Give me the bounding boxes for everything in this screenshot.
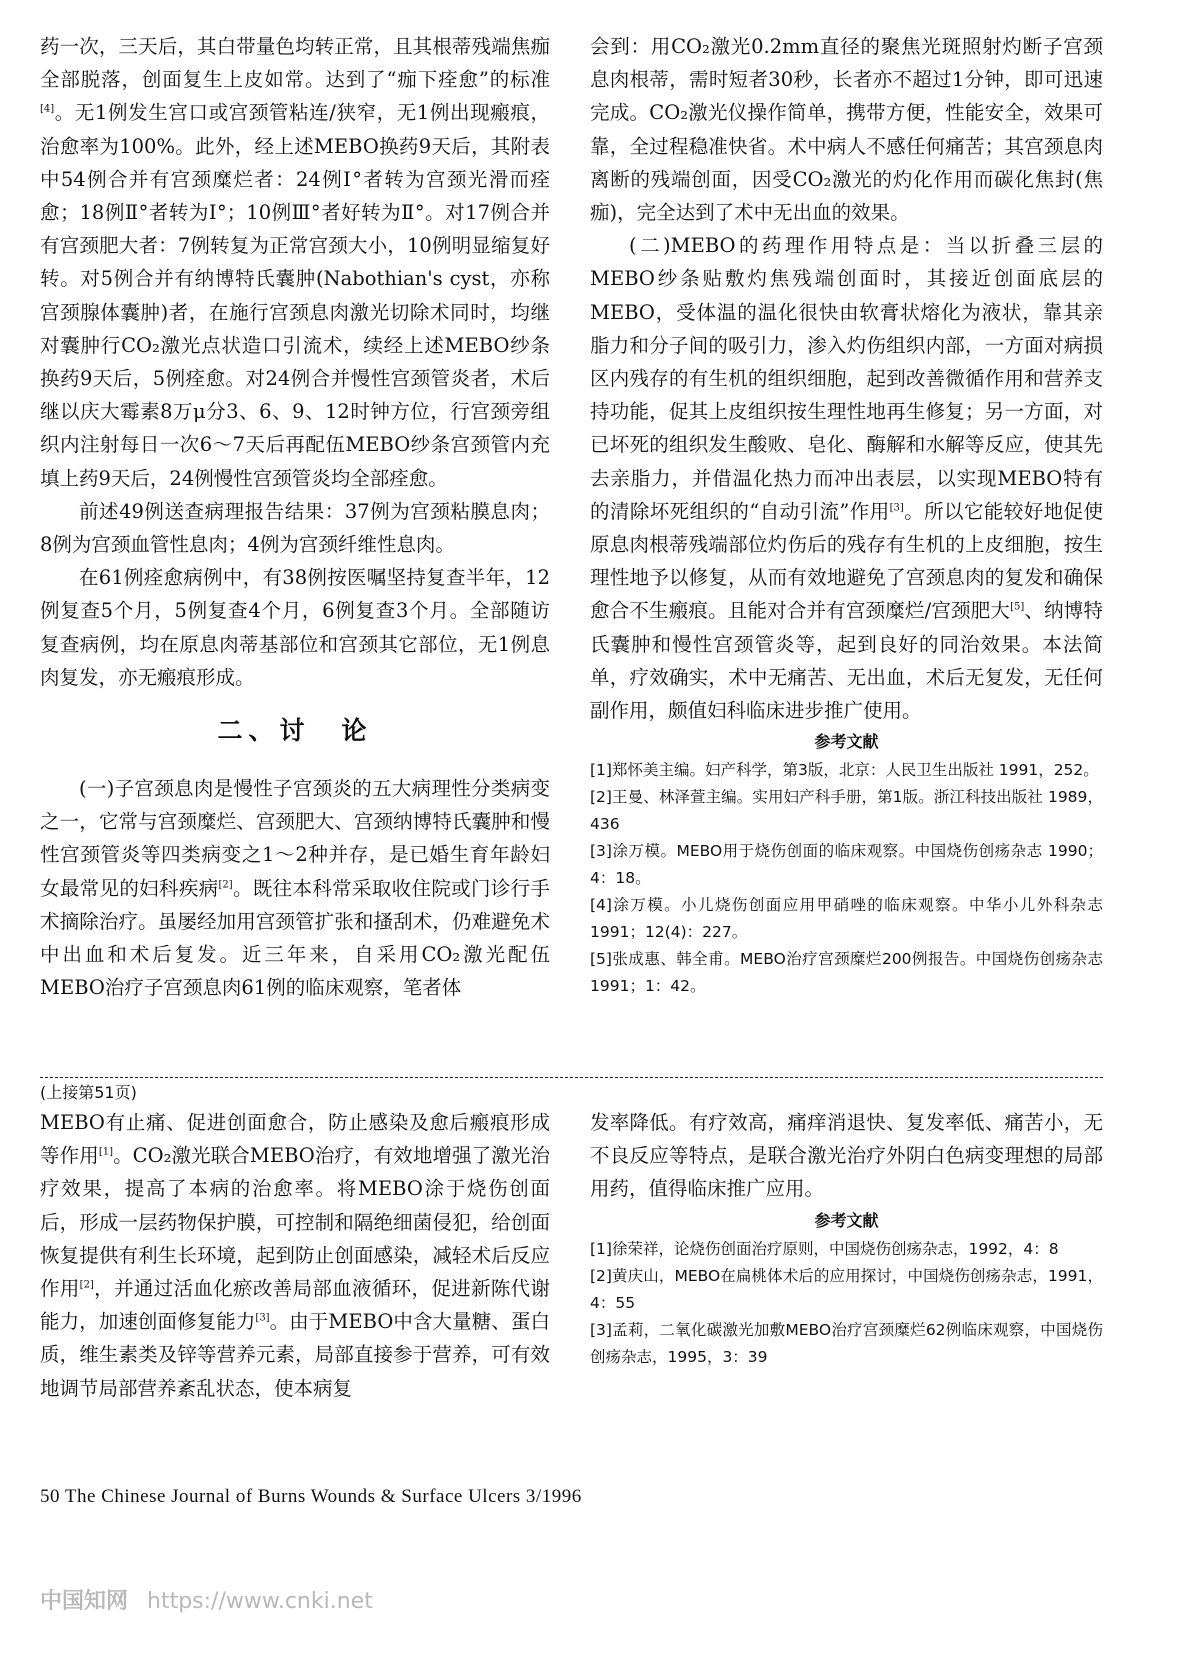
citation-marker: [3]	[889, 502, 904, 514]
citation-marker: [2]	[79, 1279, 94, 1291]
paragraph: MEBO有止痛、促进创面愈合，防止感染及愈后瘢痕形成等作用[1]。CO₂激光联合MEBO治疗，有效地增强了激光治疗效果，提高了本病的治愈率。将MEBO涂于烧伤创面后，形成一层药物保护膜，可控制和隔绝细菌侵犯，给创面恢复提供有利生长环境，起到防止创面感染，减轻术后反应作用[2]，并通过活血化瘀改善局部血液循环，促进新陈代谢能力，加速创面修复能力[3]。由于MEBO中含大量糖、蛋白质，维生素类及锌等营养元素，局部直接参于营养，可有效地调节局部营养紊乱状态，使本病复	[40, 1111, 550, 1400]
reference-item: [2]黄庆山，MEBO在扁桃体术后的应用探讨，中国烧伤创疡杂志，1991，4：55	[590, 1266, 1103, 1312]
paragraph: (一)子宫颈息肉是慢性子宫颈炎的五大病理性分类病变之一，它常与宫颈糜烂、宫颈肥大、宫颈纳博特氏囊肿和慢性宫颈管炎等四类病变之1～2种并存，是已婚生育年龄妇女最常见的妇科疾病[2]。既往本科常采取收住院或门诊行手术摘除治疗。虽屡经加用宫颈管扩张和搔刮术，仍难避免术中出血和术后复发。近三年来，自采用CO₂激光配伍MEBO治疗子宫颈息肉61例的临床观察，笔者体	[40, 777, 550, 1000]
reference-item: [3]涂万模。MEBO用于烧伤创面的临床观察。中国烧伤创疡杂志 1990；4：18。	[590, 842, 1103, 888]
article-column-bottom-left	[40, 1106, 550, 1405]
paragraph: 会到：用CO₂激光0.2mm直径的聚焦光斑照射灼断子宫颈息肉根蒂，需时短者30秒，长者亦不超过1分钟，即可迅速完成。CO₂激光仪操作简单，携带方便，性能安全，效果可靠，全过程稳准快省。术中病人不感任何痛苦；其宫颈息肉离断的残端创面，因受CO₂激光的灼化作用而碳化焦封(焦痂)，完全达到了术中无出血的效果。	[590, 35, 1103, 225]
section-heading: 二、讨 论	[217, 716, 373, 746]
citation-marker: [1]	[98, 1146, 113, 1158]
references-title: 参考文献	[814, 732, 879, 752]
article-column-top-right	[590, 30, 1103, 1000]
paragraph: (二)MEBO的药理作用特点是：当以折叠三层的MEBO纱条贴敷灼焦残端创面时，其接近创面底层的MEBO，受体温的温化很快由软膏状熔化为液状，靠其亲脂力和分子间的吸引力，渗入灼伤组织内部，一方面对病损区内残存的有生机的组织细胞，起到改善微循作用和营养支持功能，促其上皮组织按生理性地再生修复；另一方面，对已坏死的组织发生酸败、皂化、酶解和水解等反应，使其先去亲脂力，并借温化热力而冲出表层，以实现MEBO特有的清除坏死组织的“自动引流”作用[3]。所以它能较好地促使原息肉根蒂残端部位灼伤后的残存有生机的上皮细胞，按生理性地予以修复，从而有效地避免了宫颈息肉的复发和确保愈合不生瘢痕。且能对合并有宫颈糜烂/宫颈肥大[5]、纳博特氏囊肿和慢性宫颈管炎等，起到良好的同治效果。本法简单，疗效确实，术中无痛苦、无出血，术后无复发，无任何副作用，颇值妇科临床进步推广使用。	[590, 234, 1103, 723]
cnki-url: https://www.cnki.net	[147, 1589, 373, 1614]
reference-item: [4]涂万模。小儿烧伤创面应用甲硝唑的临床观察。中华小儿外科杂志 1991；12(4)：227。	[590, 896, 1103, 942]
citation-marker: [3]	[255, 1312, 270, 1324]
references-title: 参考文献	[814, 1210, 879, 1230]
citation-marker: [5]	[1010, 601, 1025, 613]
cnki-logo: 中国知网	[40, 1589, 129, 1614]
reference-item: [1]郑怀美主编。妇产科学，第3版，北京：人民卫生出版社 1991，252。	[590, 761, 1099, 780]
reference-item: [2]王曼、林泽萱主编。实用妇产科手册，第1版。浙江科技出版社 1989，436	[590, 788, 1103, 834]
paragraph: 发率降低。有疗效高，痛痒消退快、复发率低、痛苦小，无不良反应等特点，是联合激光治疗外阴白色病变理想的局部用药，值得临床推广应用。	[590, 1111, 1103, 1201]
article-column-top-left	[40, 30, 550, 1004]
reference-item: [1]徐荣祥，论烧伤创面治疗原则，中国烧伤创疡杂志，1992，4：8	[590, 1239, 1059, 1258]
cnki-watermark	[40, 1584, 373, 1615]
reference-item: [5]张成惠、韩全甫。MEBO治疗宫颈糜烂200例报告。中国烧伤创疡杂志 1991；1：42。	[590, 950, 1103, 996]
continued-from-note: (上接第51页)	[40, 1083, 137, 1102]
page-footer: 50 The Chinese Journal of Burns Wounds & Surface Ulcers 3/1996	[40, 1486, 582, 1507]
section-divider	[40, 1077, 1103, 1078]
reference-item: [3]孟莉，二氧化碳激光加敷MEBO治疗宫颈糜烂62例临床观察，中国烧伤创疡杂志，1995，3：39	[590, 1320, 1103, 1366]
citation-marker: [4]	[40, 103, 55, 115]
article-column-bottom-right	[590, 1106, 1103, 1371]
paragraph: 在61例痊愈病例中，有38例按医嘱坚持复查半年，12例复查5个月，5例复查4个月，6例复查3个月。全部随访复查病例，均在原息肉蒂基部位和宫颈其它部位，无1例息肉复发，亦无瘢痕形成。	[40, 566, 550, 689]
citation-marker: [2]	[218, 879, 233, 891]
paragraph: 药一次，三天后，其白带量色均转正常，且其根蒂残端焦痂全部脱落，创面复生上皮如常。达到了“痂下痊愈”的标准[4]。无1例发生宫口或宫颈管粘连/狭窄，无1例出现瘢痕，治愈率为100%。此外，经上述MEBO换药9天后，其附表中54例合并有宫颈糜烂者：24例Ⅰ°者转为宫颈光滑而痊愈；18例Ⅱ°者转为Ⅰ°；10例Ⅲ°者好转为Ⅱ°。对17例合并有宫颈肥大者：7例转复为正常宫颈大小，10例明显缩复好转。对5例合并有纳博特氏囊肿(Nabothian's cyst，亦称宫颈腺体囊肿)者，在施行宫颈息肉激光切除术同时，均继对囊肿行CO₂激光点状造口引流术，续经上述MEBO纱条换药9天后，5例痊愈。对24例合并慢性宫颈管炎者，术后继以庆大霉素8万μ分3、6、9、12时钟方位，行宫颈旁组织内注射每日一次6～7天后再配伍MEBO纱条宫颈管内充填上药9天后，24例慢性宫颈管炎均全部痊愈。	[40, 35, 550, 490]
paragraph: 前述49例送查病理报告结果：37例为宫颈粘膜息肉；8例为宫颈血管性息肉；4例为宫颈纤维性息肉。	[40, 499, 550, 557]
